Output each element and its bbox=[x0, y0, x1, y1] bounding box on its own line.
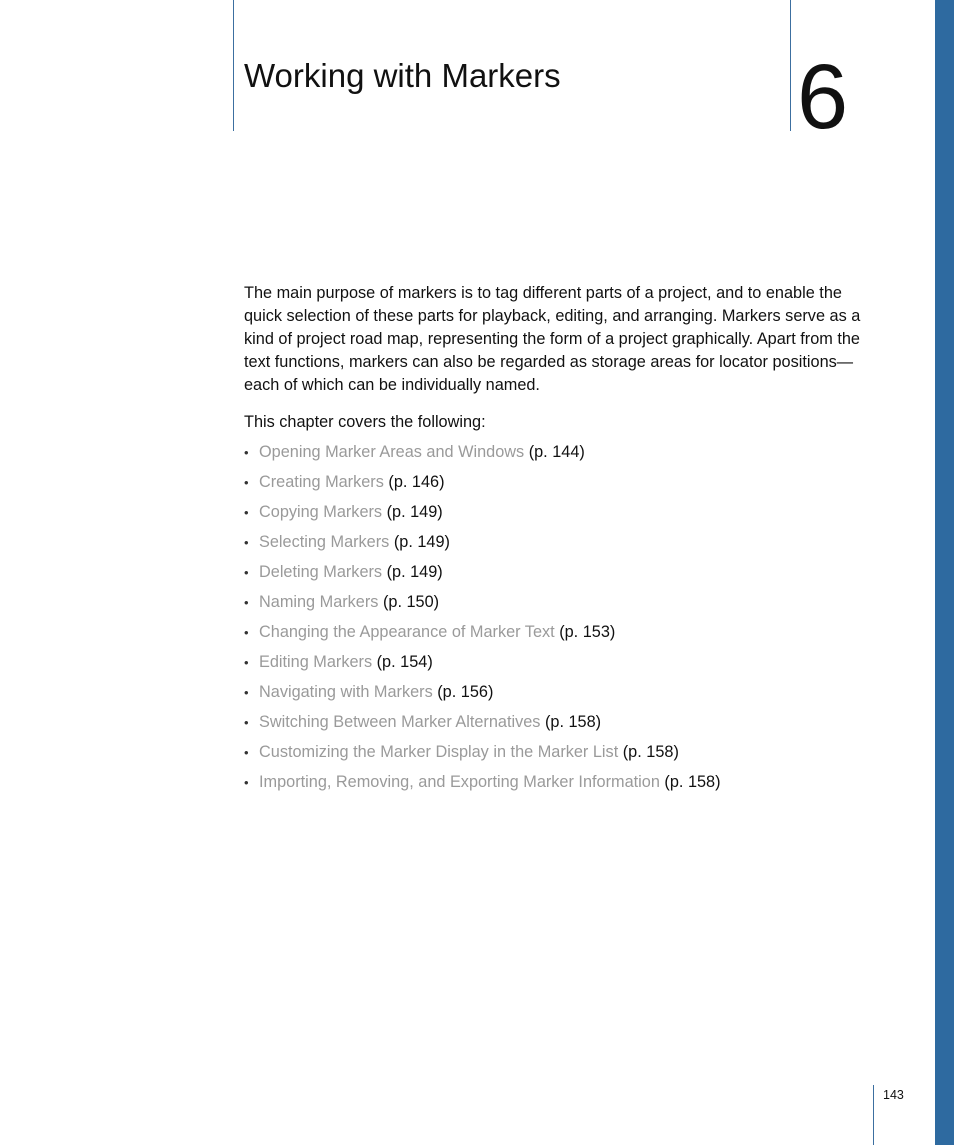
bullet-icon: • bbox=[244, 595, 249, 610]
bullet-icon: • bbox=[244, 475, 249, 490]
toc-link-customizing-display[interactable]: Customizing the Marker Display in the Marker List bbox=[259, 743, 619, 761]
bullet-icon: • bbox=[244, 445, 249, 460]
toc-page-ref: (p. 149) bbox=[393, 533, 450, 551]
toc-link-importing-exporting[interactable]: Importing, Removing, and Exporting Marker Information bbox=[259, 773, 660, 791]
intro-paragraph: The main purpose of markers is to tag different parts of a project, and to enable the quick selection of these parts for playback, editing, and arranging. Markers serve as a kind of project road map, representing the form of a project graphically. Apart from the text functions, markers can also be regarded as storage areas for locator positions—each of which can be individually named. bbox=[244, 284, 861, 394]
footer-rule bbox=[873, 1085, 874, 1145]
bullet-icon: • bbox=[244, 715, 249, 730]
toc-page-ref: (p. 144) bbox=[528, 443, 585, 461]
header-rule-left bbox=[233, 0, 234, 131]
toc-page-ref: (p. 156) bbox=[437, 683, 494, 701]
toc-page-ref: (p. 158) bbox=[544, 713, 602, 731]
chapter-number: 6 bbox=[797, 46, 849, 148]
page-number: 143 bbox=[883, 1088, 904, 1102]
bullet-icon: • bbox=[244, 505, 249, 520]
toc-page-ref: (p. 158) bbox=[622, 743, 679, 761]
toc-page-ref: (p. 154) bbox=[376, 653, 433, 671]
toc-link-selecting-markers[interactable]: Selecting Markers bbox=[259, 533, 390, 551]
toc-link-deleting-markers[interactable]: Deleting Markers bbox=[259, 563, 383, 581]
bullet-icon: • bbox=[244, 685, 249, 700]
toc-link-creating-markers[interactable]: Creating Markers bbox=[259, 473, 384, 491]
bullet-icon: • bbox=[244, 775, 249, 790]
toc-page-ref: (p. 146) bbox=[388, 473, 445, 491]
chapter-title: Working with Markers bbox=[244, 57, 561, 94]
sidebar-band bbox=[935, 0, 954, 1145]
toc-link-navigating-markers[interactable]: Navigating with Markers bbox=[259, 683, 433, 701]
covers-label: This chapter covers the following: bbox=[244, 413, 486, 431]
bullet-icon: • bbox=[244, 565, 249, 580]
toc-page-ref: (p. 150) bbox=[382, 593, 440, 611]
toc-page-ref: (p. 149) bbox=[386, 563, 443, 581]
header-rule-right bbox=[790, 0, 791, 131]
bullet-icon: • bbox=[244, 655, 249, 670]
toc-page-ref: (p. 153) bbox=[559, 623, 616, 641]
bullet-icon: • bbox=[244, 625, 249, 640]
bullet-icon: • bbox=[244, 535, 249, 550]
toc-link-editing-markers[interactable]: Editing Markers bbox=[259, 653, 373, 671]
toc-link-switching-alternatives[interactable]: Switching Between Marker Alternatives bbox=[259, 713, 541, 731]
toc-page-ref: (p. 149) bbox=[386, 503, 443, 521]
toc-link-opening-marker-areas[interactable]: Opening Marker Areas and Windows bbox=[259, 443, 525, 461]
toc-link-naming-markers[interactable]: Naming Markers bbox=[259, 593, 379, 611]
bullet-icon: • bbox=[244, 745, 249, 760]
toc-link-changing-appearance[interactable]: Changing the Appearance of Marker Text bbox=[259, 623, 555, 641]
toc-page-ref: (p. 158) bbox=[664, 773, 721, 791]
toc-link-copying-markers[interactable]: Copying Markers bbox=[259, 503, 383, 521]
